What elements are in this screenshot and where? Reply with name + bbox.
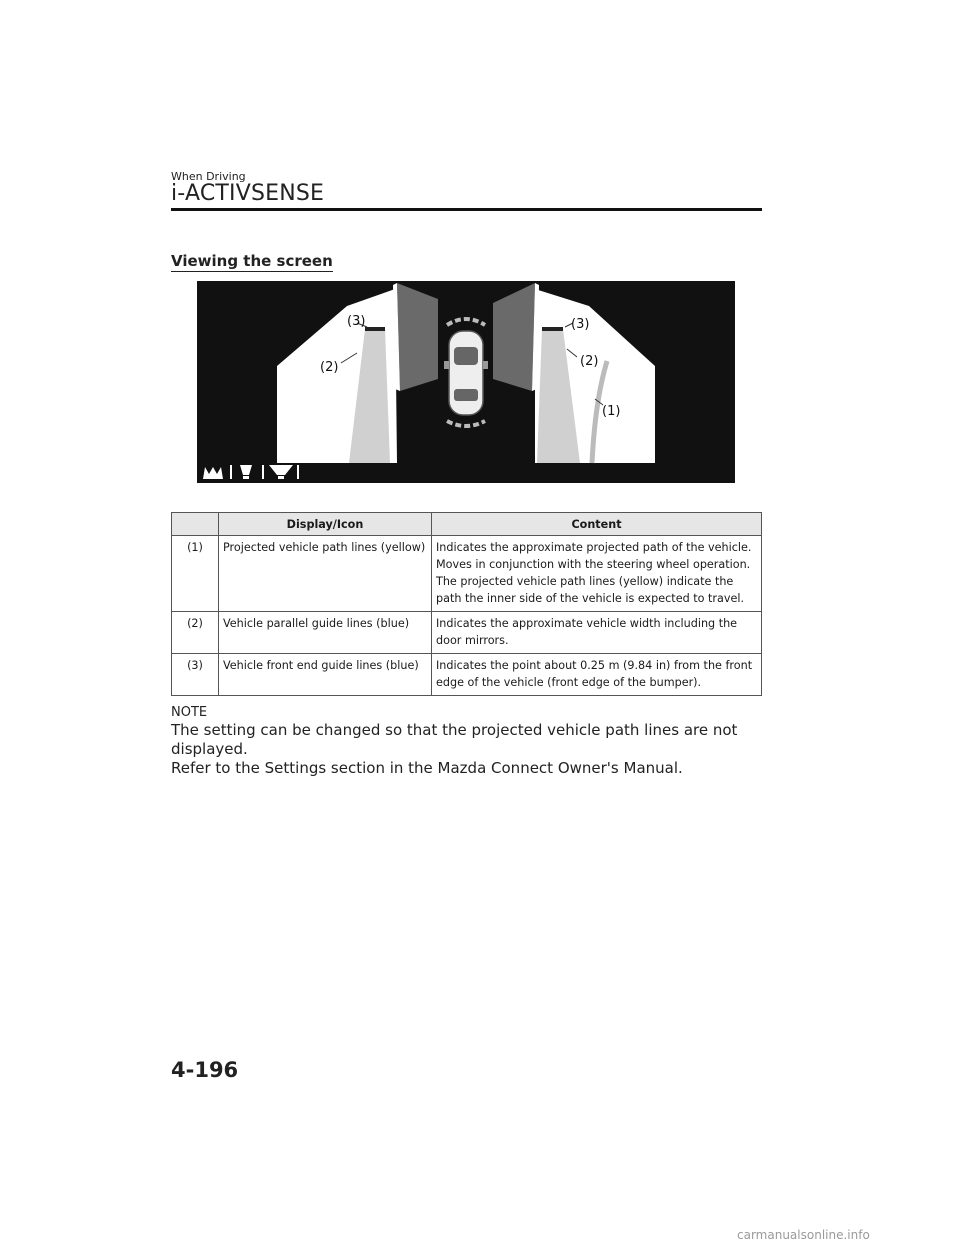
section-label: When Driving (171, 170, 246, 183)
row-number: (1) (172, 536, 219, 612)
callout-2-right: (2) (580, 354, 599, 369)
table-header-num (172, 513, 219, 536)
note-line: Refer to the Settings section in the Mazda Connect Owner's Manual. (171, 759, 683, 777)
table-header-content: Content (432, 513, 762, 536)
table-row (172, 654, 762, 696)
row-number: (3) (172, 654, 219, 696)
header-rule (171, 208, 762, 211)
table-row (172, 612, 762, 654)
row-display: Vehicle front end guide lines (blue) (219, 654, 432, 696)
page-number: 4-196 (171, 1058, 239, 1082)
callout-2-left: (2) (320, 360, 339, 375)
parking-sensor-icon (203, 467, 223, 479)
callout-3-right: (3) (571, 317, 590, 332)
row-content: Indicates the approximate vehicle width including the door mirrors. (432, 612, 762, 654)
note-text (171, 721, 761, 778)
table-header-row (172, 513, 762, 536)
row-content: Indicates the approximate projected path of the vehicle. Moves in conjunction with the steering wheel operation. The projected vehicle path lines (yellow) indicate the path the inner side of the vehicle is expected to travel. (432, 536, 762, 612)
note-line: The setting can be changed so that the projected vehicle path lines are not displayed. (171, 721, 738, 758)
callout-3-left: (3) (347, 314, 366, 329)
row-content: Indicates the point about 0.25 m (9.84 in) from the front edge of the vehicle (front edge of the bumper). (432, 654, 762, 696)
note-label: NOTE (171, 705, 208, 720)
table-row (172, 536, 762, 612)
callout-1: (1) (602, 404, 621, 419)
guide-lines-table (171, 512, 762, 696)
row-display: Projected vehicle path lines (yellow) (219, 536, 432, 612)
car-icon (444, 331, 488, 415)
subheading: Viewing the screen (171, 252, 333, 270)
section-title: i-ACTIVSENSE (171, 181, 325, 206)
camera-screen-figure (197, 281, 735, 483)
row-number: (2) (172, 612, 219, 654)
table-header-display: Display/Icon (219, 513, 432, 536)
watermark: carmanualsonline.info (737, 1228, 870, 1242)
row-display: Vehicle parallel guide lines (blue) (219, 612, 432, 654)
